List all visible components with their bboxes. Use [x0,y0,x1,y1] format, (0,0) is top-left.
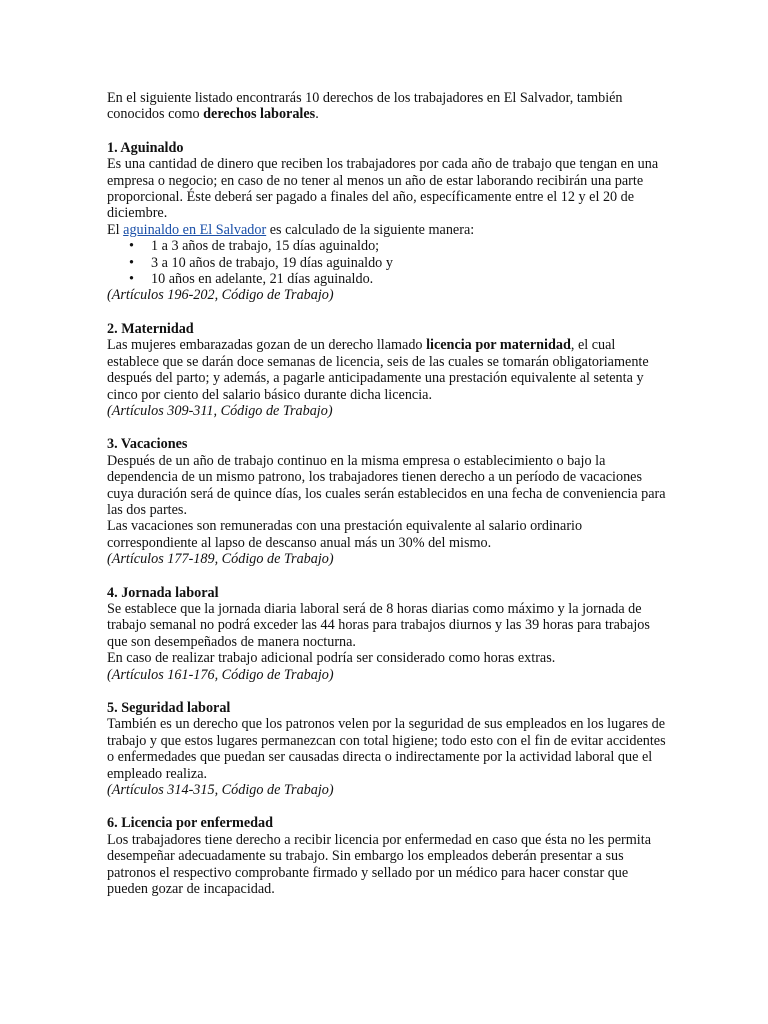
section-heading: 2. Maternidad [107,320,194,337]
aguinaldo-calc-line [107,222,667,238]
list-item: • 1 a 3 años de trabajo, 15 días aguinaldo; [151,238,667,254]
section-heading: 6. Licencia por enfermedad [107,815,274,832]
intro-paragraph [107,90,667,123]
paragraph-text: Las mujeres embarazadas gozan de un derecho llamado [107,337,427,354]
section-jornada-laboral [107,585,667,683]
document-page [107,90,667,914]
section-licencia-enfermedad [107,815,667,897]
section-paragraph: Es una cantidad de dinero que reciben los trabajadores por cada año de trabajo que tengan en una empresa o negocio; en caso de no tener al menos un año de estar laborando recibirán una parte proporcional. Éste deberá ser pagado a finales del año, específicamente entre el 12 y el 20 de diciembre. [107,156,659,222]
list-item: • 3 a 10 años de trabajo, 19 días aguinaldo y [151,255,667,271]
section-paragraph: Las vacaciones son remuneradas con una prestación equivalente al salario ordinario correspondiente al lapso de descanso anual más un 30% del mismo. [107,518,583,551]
section-paragraph [107,337,667,403]
section-citation: (Artículos 314-315, Código de Trabajo) [107,782,334,799]
section-seguridad-laboral [107,700,667,798]
section-heading: 4. Jornada laboral [107,584,219,601]
section-paragraph: Los trabajadores tiene derecho a recibir licencia por enfermedad en caso que ésta no les permita desempeñar adecuadamente su trabajo. Sin embargo los empleados deberán presentar a sus patronos el respectivo comprobante firmado y sellado por un médico para hacer constar que pueden gozar de incapacidad. [107,831,651,898]
calc-line-suffix: es calculado de la siguiente manera: [266,221,475,238]
section-citation: (Artículos 177-189, Código de Trabajo) [107,551,334,568]
section-heading: 5. Seguridad laboral [107,700,231,716]
section-maternidad [107,321,667,419]
section-paragraph: Después de un año de trabajo continuo en la misma empresa o establecimiento o bajo la dependencia de un mismo patrono, los trabajadores tienen derecho a un período de vacaciones cuya duración será de quince días, los cuales serán establecidos en una fecha de conveniencia para las dos partes. [107,452,666,518]
aguinaldo-link[interactable]: aguinaldo en El Salvador [123,221,267,238]
section-paragraph: Se establece que la jornada diaria laboral será de 8 horas diarias como máximo y la jornada de trabajo semanal no podrá exceder las 44 horas para trabajos diurnos y las 39 horas para trabajos que son desempeñados de manera nocturna. [107,600,650,650]
intro-text-end: . [315,106,319,123]
aguinaldo-bullet-list [107,238,667,287]
section-vacaciones [107,436,667,567]
section-citation: (Artículos 161-176, Código de Trabajo) [107,666,334,683]
section-paragraph: También es un derecho que los patronos velen por la seguridad de sus empleados en los lugares de trabajo y que estos lugares permanezcan con total higiene; todo esto con el fin de evitar accidentes o enfermedades que puedan ser causadas directa o indirectamente por la actividad laboral que el empleado realiza. [107,716,666,782]
section-aguinaldo [107,140,667,304]
intro-bold-term: derechos laborales [203,106,316,123]
intro-text: En el siguiente listado encontrarás 10 derechos de los trabajadores en El Salvador, también conocidos como [107,90,623,123]
section-citation: (Artículos 309-311, Código de Trabajo) [107,402,333,419]
bold-term: licencia por maternidad [426,337,571,354]
list-item: • 10 años en adelante, 21 días aguinaldo. [151,271,667,287]
calc-line-prefix: El [107,221,124,238]
section-heading: 1. Aguinaldo [107,139,184,156]
section-citation: (Artículos 196-202, Código de Trabajo) [107,287,334,304]
paragraph-text-end: , el cual establece que se darán doce semanas de licencia, seis de las cuales se tomarán obligatoriamente después del parto; y además, a pagarle anticipadamente una prestación equivalente al setenta y cinco por ciento del salario básico durante dicha licencia. [107,337,649,403]
section-heading: 3. Vacaciones [107,436,188,453]
section-paragraph: En caso de realizar trabajo adicional podría ser considerado como horas extras. [107,650,556,667]
